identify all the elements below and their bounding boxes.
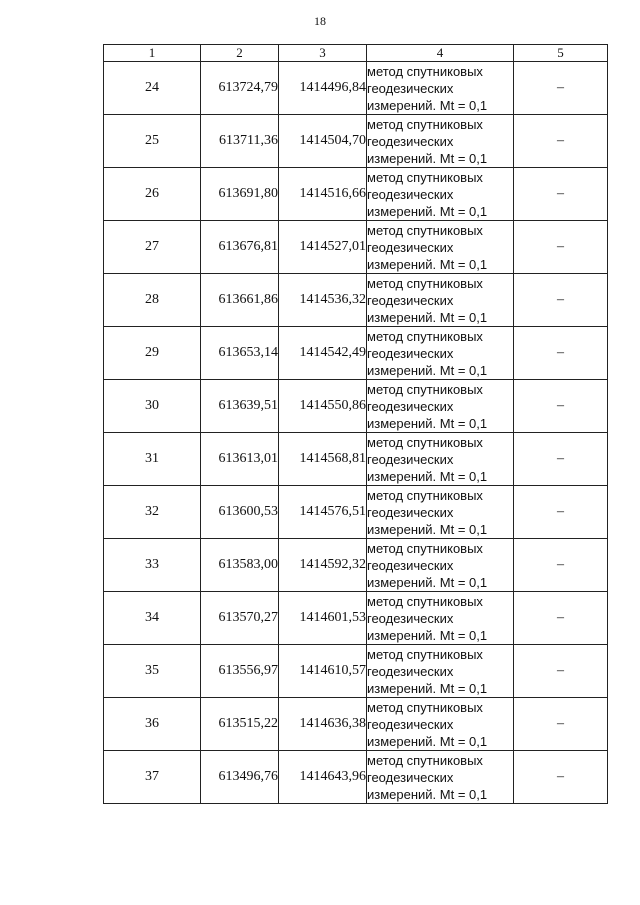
table-row bbox=[104, 645, 608, 698]
point-number: 26 bbox=[104, 168, 201, 221]
note-dash: – bbox=[514, 62, 608, 115]
coordinate-y: 1414496,84 bbox=[279, 62, 367, 115]
method-description bbox=[367, 645, 514, 698]
method-line: метод спутниковых bbox=[367, 540, 483, 556]
table-body bbox=[104, 62, 608, 804]
coordinate-x: 613639,51 bbox=[201, 380, 279, 433]
point-number: 28 bbox=[104, 274, 201, 327]
method-description bbox=[367, 62, 514, 115]
method-line: измерений. Mt = 0,1 bbox=[367, 415, 488, 431]
point-number: 32 bbox=[104, 486, 201, 539]
coordinates-table bbox=[103, 44, 608, 804]
method-line: измерений. Mt = 0,1 bbox=[367, 97, 488, 113]
note-dash: – bbox=[514, 221, 608, 274]
method-line: измерений. Mt = 0,1 bbox=[367, 468, 488, 484]
table-row bbox=[104, 433, 608, 486]
point-number: 30 bbox=[104, 380, 201, 433]
coordinate-x: 613711,36 bbox=[201, 115, 279, 168]
page-number: 18 bbox=[314, 14, 326, 28]
point-number: 25 bbox=[104, 115, 201, 168]
method-line: геодезических bbox=[367, 716, 454, 732]
coordinate-x: 613653,14 bbox=[201, 327, 279, 380]
method-description bbox=[367, 486, 514, 539]
method-line: геодезических bbox=[367, 663, 454, 679]
method-line: измерений. Mt = 0,1 bbox=[367, 733, 488, 749]
method-line: метод спутниковых bbox=[367, 593, 483, 609]
method-line: измерений. Mt = 0,1 bbox=[367, 256, 488, 272]
method-line: метод спутниковых bbox=[367, 116, 483, 132]
point-number: 31 bbox=[104, 433, 201, 486]
coordinate-y: 1414576,51 bbox=[279, 486, 367, 539]
method-line: измерений. Mt = 0,1 bbox=[367, 680, 488, 696]
note-dash: – bbox=[514, 115, 608, 168]
coordinate-y: 1414542,49 bbox=[279, 327, 367, 380]
table-row bbox=[104, 327, 608, 380]
note-dash: – bbox=[514, 539, 608, 592]
coordinate-x: 613570,27 bbox=[201, 592, 279, 645]
method-line: геодезических bbox=[367, 186, 454, 202]
method-line: измерений. Mt = 0,1 bbox=[367, 521, 488, 537]
method-line: измерений. Mt = 0,1 bbox=[367, 362, 488, 378]
coordinate-x: 613613,01 bbox=[201, 433, 279, 486]
method-description bbox=[367, 592, 514, 645]
point-number: 36 bbox=[104, 698, 201, 751]
point-number: 33 bbox=[104, 539, 201, 592]
method-line: геодезических bbox=[367, 557, 454, 573]
coordinate-x: 613496,76 bbox=[201, 751, 279, 804]
coordinate-x: 613724,79 bbox=[201, 62, 279, 115]
note-dash: – bbox=[514, 486, 608, 539]
method-line: метод спутниковых bbox=[367, 699, 483, 715]
point-number: 24 bbox=[104, 62, 201, 115]
coordinate-x: 613600,53 bbox=[201, 486, 279, 539]
table-row bbox=[104, 115, 608, 168]
method-line: метод спутниковых bbox=[367, 646, 483, 662]
method-description bbox=[367, 115, 514, 168]
method-line: геодезических bbox=[367, 239, 454, 255]
table-row bbox=[104, 380, 608, 433]
method-line: измерений. Mt = 0,1 bbox=[367, 203, 488, 219]
coordinate-y: 1414601,53 bbox=[279, 592, 367, 645]
table-row bbox=[104, 274, 608, 327]
note-dash: – bbox=[514, 380, 608, 433]
coordinate-y: 1414516,66 bbox=[279, 168, 367, 221]
method-line: геодезических bbox=[367, 80, 454, 96]
coordinate-y: 1414527,01 bbox=[279, 221, 367, 274]
method-line: метод спутниковых bbox=[367, 222, 483, 238]
coordinate-y: 1414504,70 bbox=[279, 115, 367, 168]
method-description bbox=[367, 433, 514, 486]
method-line: измерений. Mt = 0,1 bbox=[367, 627, 488, 643]
method-line: геодезических bbox=[367, 345, 454, 361]
coordinate-y: 1414536,32 bbox=[279, 274, 367, 327]
note-dash: – bbox=[514, 751, 608, 804]
method-description bbox=[367, 698, 514, 751]
point-number: 34 bbox=[104, 592, 201, 645]
method-description bbox=[367, 539, 514, 592]
method-line: геодезических bbox=[367, 504, 454, 520]
method-line: метод спутниковых bbox=[367, 381, 483, 397]
method-line: геодезических bbox=[367, 133, 454, 149]
method-description bbox=[367, 168, 514, 221]
coordinate-y: 1414643,96 bbox=[279, 751, 367, 804]
coordinate-y: 1414550,86 bbox=[279, 380, 367, 433]
method-line: метод спутниковых bbox=[367, 169, 483, 185]
table-row bbox=[104, 221, 608, 274]
table-row bbox=[104, 539, 608, 592]
table-row bbox=[104, 62, 608, 115]
header-col-2: 2 bbox=[201, 45, 279, 62]
method-line: метод спутниковых bbox=[367, 63, 483, 79]
method-description bbox=[367, 327, 514, 380]
header-col-1: 1 bbox=[104, 45, 201, 62]
method-line: метод спутниковых bbox=[367, 752, 483, 768]
point-number: 37 bbox=[104, 751, 201, 804]
note-dash: – bbox=[514, 433, 608, 486]
coordinate-y: 1414636,38 bbox=[279, 698, 367, 751]
point-number: 35 bbox=[104, 645, 201, 698]
method-description bbox=[367, 751, 514, 804]
method-description bbox=[367, 380, 514, 433]
method-line: геодезических bbox=[367, 398, 454, 414]
header-col-5: 5 bbox=[514, 45, 608, 62]
coordinate-y: 1414592,32 bbox=[279, 539, 367, 592]
coordinate-x: 613556,97 bbox=[201, 645, 279, 698]
point-number: 27 bbox=[104, 221, 201, 274]
method-line: измерений. Mt = 0,1 bbox=[367, 309, 488, 325]
point-number: 29 bbox=[104, 327, 201, 380]
method-line: геодезических bbox=[367, 451, 454, 467]
table-row bbox=[104, 168, 608, 221]
header-col-3: 3 bbox=[279, 45, 367, 62]
header-col-4: 4 bbox=[367, 45, 514, 62]
table-row bbox=[104, 698, 608, 751]
note-dash: – bbox=[514, 327, 608, 380]
table-header-row bbox=[104, 45, 608, 62]
note-dash: – bbox=[514, 168, 608, 221]
method-line: измерений. Mt = 0,1 bbox=[367, 786, 488, 802]
method-line: геодезических bbox=[367, 292, 454, 308]
method-description bbox=[367, 221, 514, 274]
note-dash: – bbox=[514, 698, 608, 751]
method-line: геодезических bbox=[367, 769, 454, 785]
method-line: измерений. Mt = 0,1 bbox=[367, 150, 488, 166]
method-line: метод спутниковых bbox=[367, 328, 483, 344]
note-dash: – bbox=[514, 645, 608, 698]
coordinate-y: 1414568,81 bbox=[279, 433, 367, 486]
table-row bbox=[104, 592, 608, 645]
coordinate-x: 613515,22 bbox=[201, 698, 279, 751]
table-row bbox=[104, 486, 608, 539]
method-line: измерений. Mt = 0,1 bbox=[367, 574, 488, 590]
method-line: метод спутниковых bbox=[367, 275, 483, 291]
table-row bbox=[104, 751, 608, 804]
coordinate-x: 613691,80 bbox=[201, 168, 279, 221]
method-line: метод спутниковых bbox=[367, 487, 483, 503]
coordinate-x: 613583,00 bbox=[201, 539, 279, 592]
coordinate-x: 613661,86 bbox=[201, 274, 279, 327]
coordinate-y: 1414610,57 bbox=[279, 645, 367, 698]
method-line: геодезических bbox=[367, 610, 454, 626]
note-dash: – bbox=[514, 592, 608, 645]
coordinate-x: 613676,81 bbox=[201, 221, 279, 274]
method-line: метод спутниковых bbox=[367, 434, 483, 450]
method-description bbox=[367, 274, 514, 327]
note-dash: – bbox=[514, 274, 608, 327]
